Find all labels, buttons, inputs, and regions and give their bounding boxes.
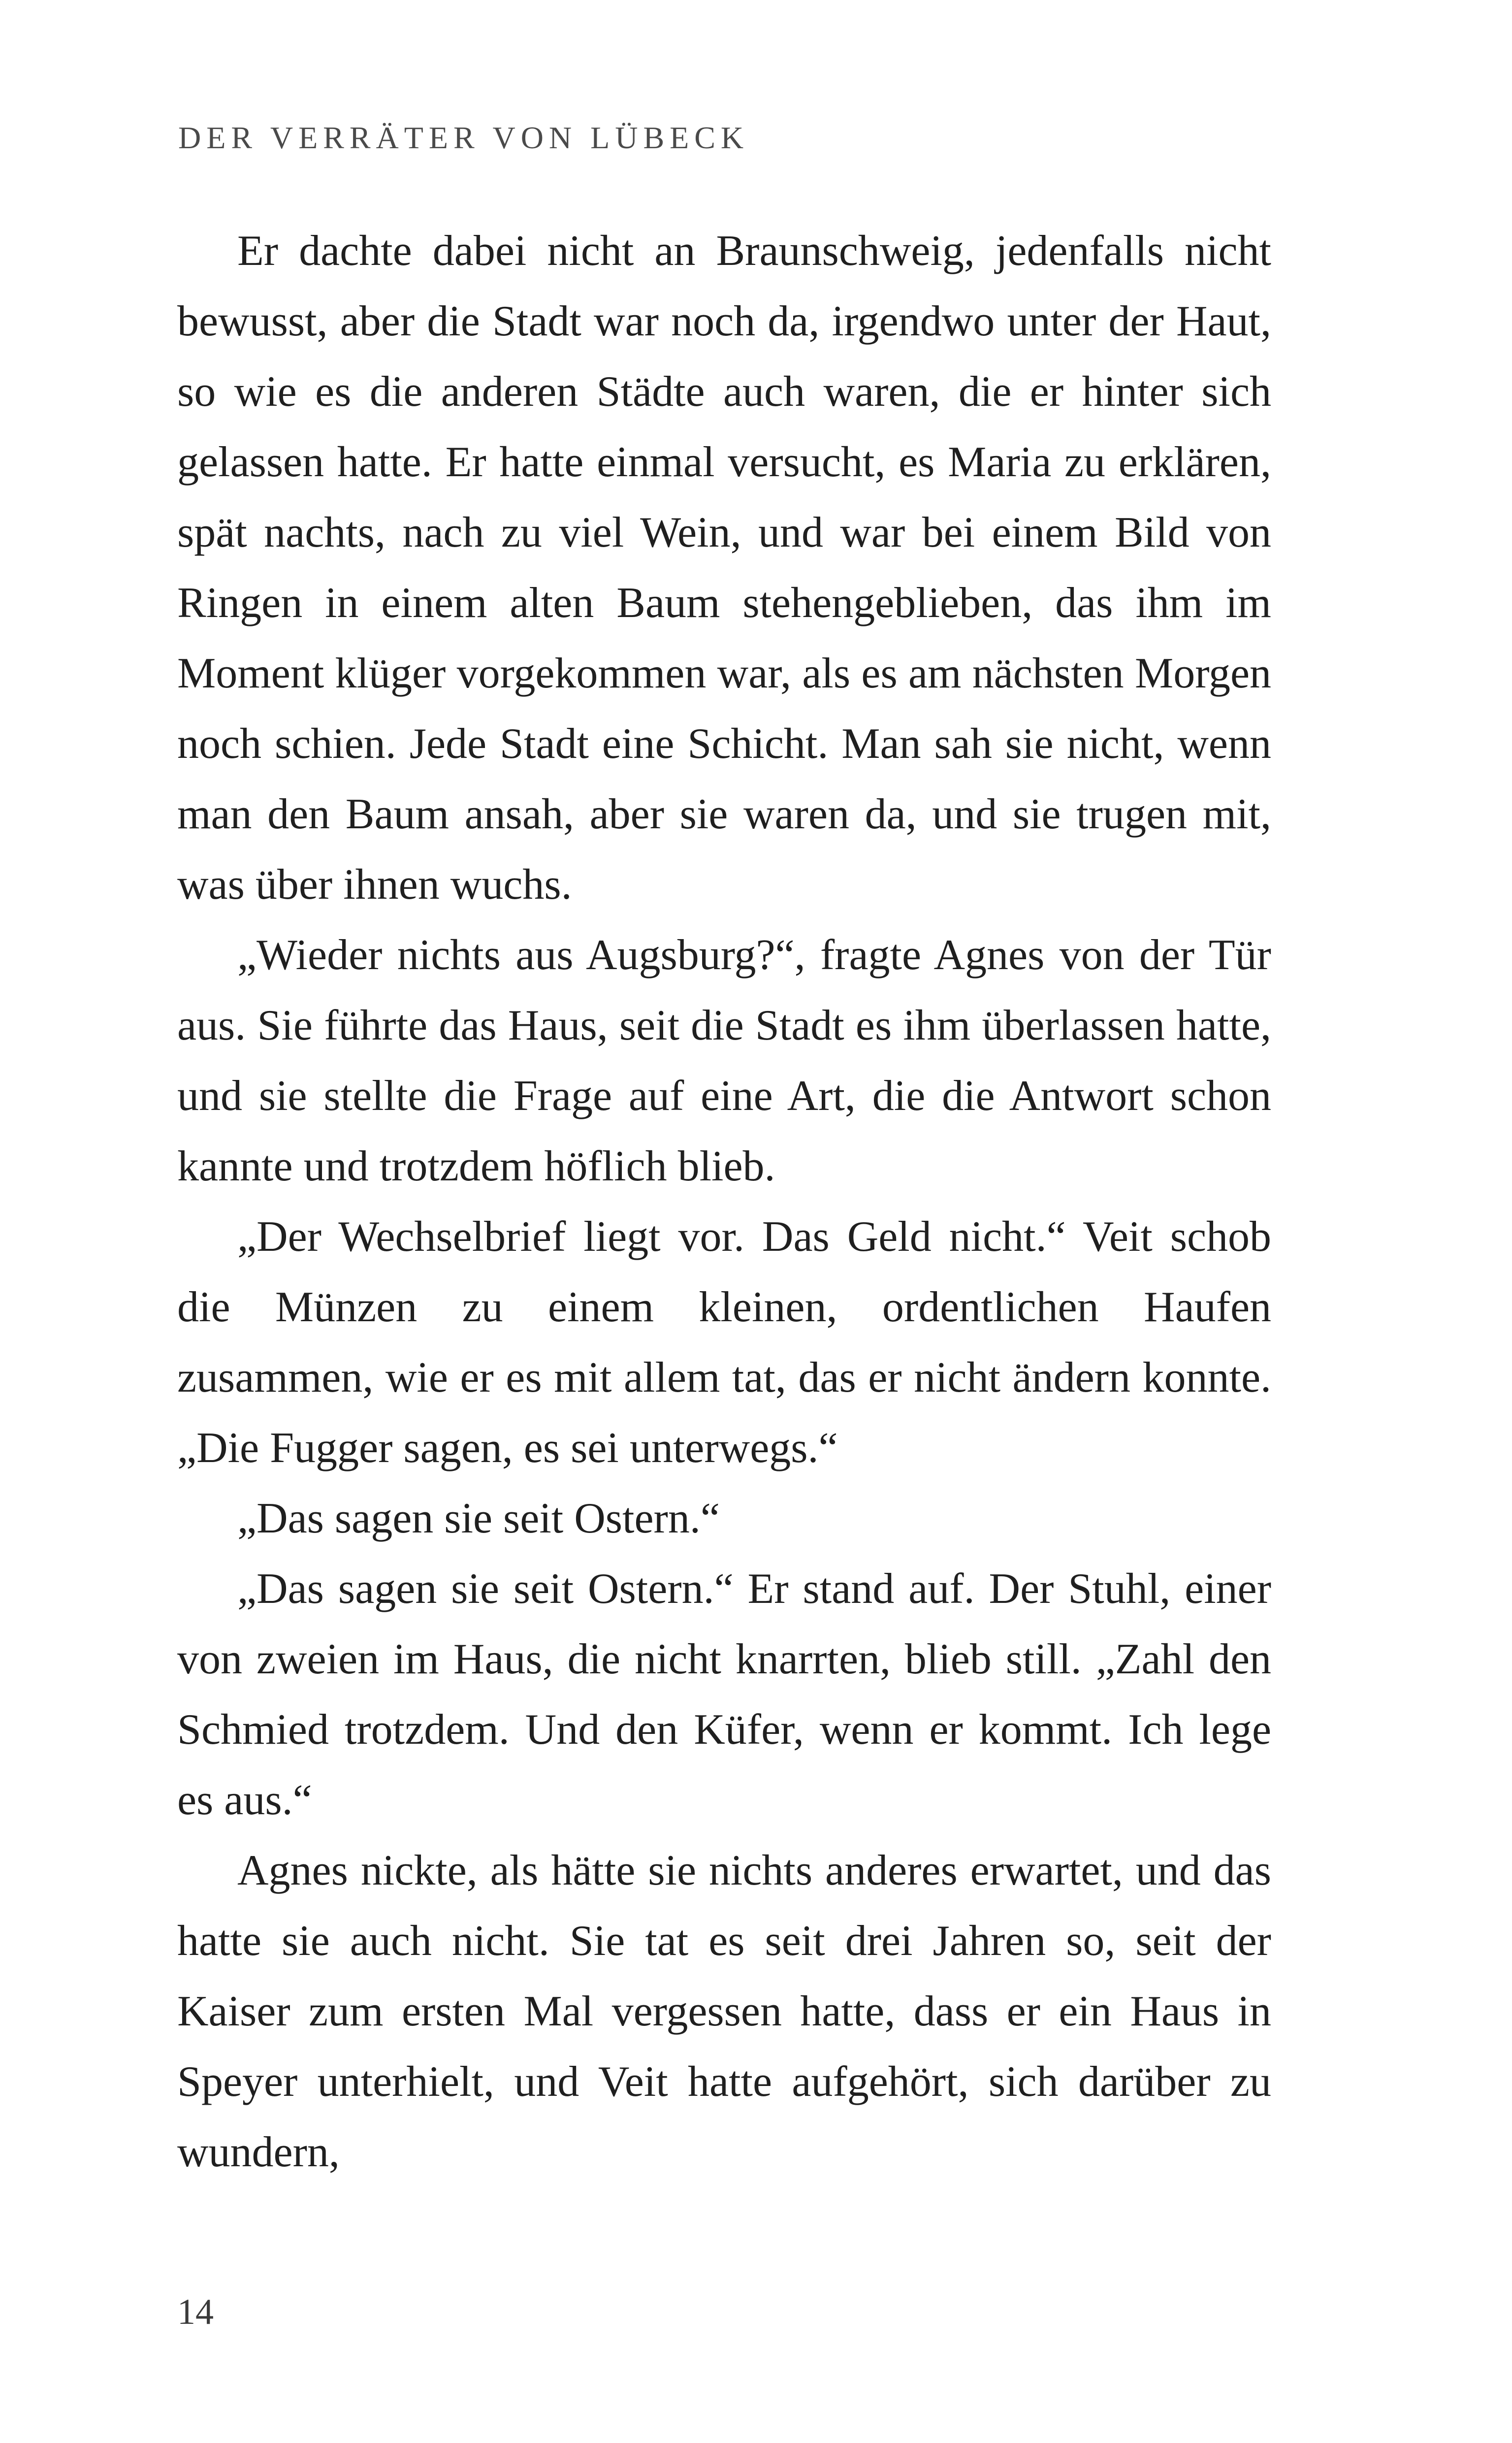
paragraph: „Das sagen sie seit Ostern.“ Er stand auf. Der Stuhl, einer von zweien im Haus, die nicht knarrten, blieb still. „Zahl den Schmied trotzdem. Und den Küfer, wenn er kommt. Ich lege es aus.“ xyxy=(177,1565,1271,1824)
page-number: 14 xyxy=(177,2292,214,2332)
paragraph: „Der Wechselbrief liegt vor. Das Geld nicht.“ Veit schob die Münzen zu einem kleinen, ordentlichen Haufen zusammen, wie er es mit allem tat, das er nicht ändern konnte. „Die Fugger sagen, es sei unterwegs.“ xyxy=(177,1213,1271,1472)
body-text xyxy=(177,216,1271,2187)
running-head: DER VERRÄTER VON LÜBECK xyxy=(178,120,749,155)
paragraph: „Wieder nichts aus Augsburg?“, fragte Agnes von der Tür aus. Sie führte das Haus, seit die Stadt es ihm überlassen hatte, und sie stellte die Frage auf eine Art, die die Antwort schon kannte und trotzdem höflich blieb. xyxy=(177,931,1271,1190)
paragraph: „Das sagen sie seit Ostern.“ xyxy=(237,1495,720,1542)
paragraph: Er dachte dabei nicht an Braunschweig, jedenfalls nicht bewusst, aber die Stadt war noch da, irgendwo unter der Haut, so wie es die anderen Städte auch waren, die er hinter sich gelassen hatte. Er hatte einmal versucht, es Maria zu erklären, spät nachts, nach zu viel Wein, und war bei einem Bild von Ringen in einem alten Baum stehengeblieben, das ihm im Moment klüger vorgekommen war, als es am nächsten Morgen noch schien. Jede Stadt eine Schicht. Man sah sie nicht, wenn man den Baum ansah, aber sie waren da, und sie trugen mit, was über ihnen wuchs. xyxy=(177,227,1271,909)
paragraph: Agnes nickte, als hätte sie nichts anderes erwartet, und das hatte sie auch nicht. Sie tat es seit drei Jahren so, seit der Kaiser zum ersten Mal vergessen hatte, dass er ein Haus in Speyer unterhielt, und Veit hatte aufgehört, sich darüber zu wundern, xyxy=(177,1847,1271,2176)
